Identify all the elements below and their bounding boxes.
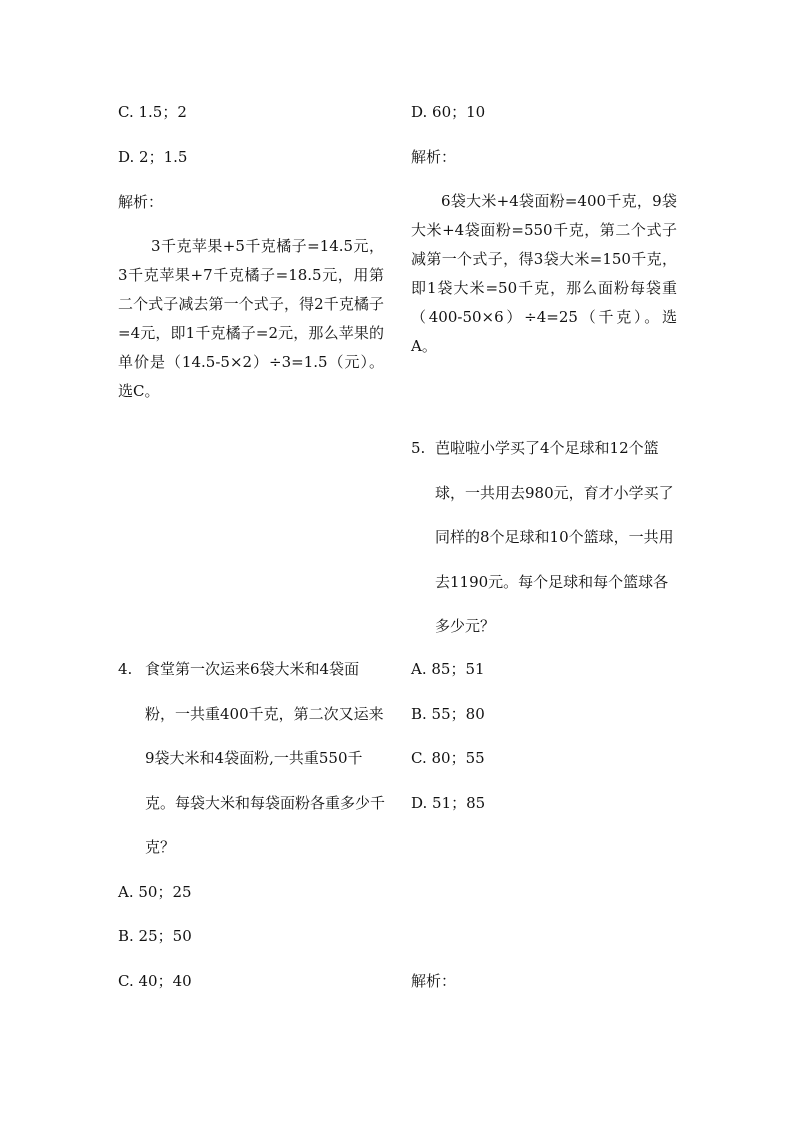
q4-option-a: A. 50；25	[118, 883, 192, 901]
q4-question-text: 食堂第一次运来6袋大米和4袋面粉，一共重400千克，第二次又运来9袋大米和4袋面粉,一共重550千克。每袋大米和每袋面粉各重多少千克？	[145, 660, 386, 856]
q3-analysis-text: 3千克苹果+5千克橘子=14.5元，3千克苹果+7千克橘子=18.5元，用第二个式子减去第一个式子，得2千克橘子=4元，即1千克橘子=2元，那么苹果的单价是（14.5-5×2）÷3=1.5（元）。选C。	[118, 237, 384, 400]
q5-option-c: C. 80；55	[411, 749, 485, 767]
q3-option-d: D. 2；1.5	[118, 148, 188, 166]
q4-analysis-text: 6袋大米+4袋面粉=400千克，9袋大米+4袋面粉=550千克，第二个式子减第一个式子，得3袋大米=150千克，即1袋大米=50千克，那么面粉每袋重（400-50×6）÷4=25（千克）。选A。	[411, 192, 677, 355]
q5-number: 5.	[411, 439, 426, 457]
q4-option-b: B. 25；50	[118, 927, 192, 945]
q5-option-d: D. 51；85	[411, 794, 486, 812]
q3-analysis-label: 解析：	[118, 193, 164, 211]
q4-number: 4.	[118, 660, 133, 678]
q5-question-text: 芭啦啦小学买了4个足球和12个篮球，一共用去980元，育才小学买了同样的8个足球和10个篮球，一共用去1190元。每个足球和每个篮球各多少元？	[435, 439, 674, 635]
q5-option-b: B. 55；80	[411, 705, 485, 723]
q3-option-c: C. 1.5；2	[118, 103, 187, 121]
q4-analysis-label: 解析：	[411, 148, 457, 166]
q4-option-c: C. 40；40	[118, 972, 192, 990]
q3-option-d-right: D. 60；10	[411, 103, 486, 121]
q5-option-a: A. 85；51	[411, 660, 485, 678]
q5-analysis-label: 解析：	[411, 972, 457, 990]
